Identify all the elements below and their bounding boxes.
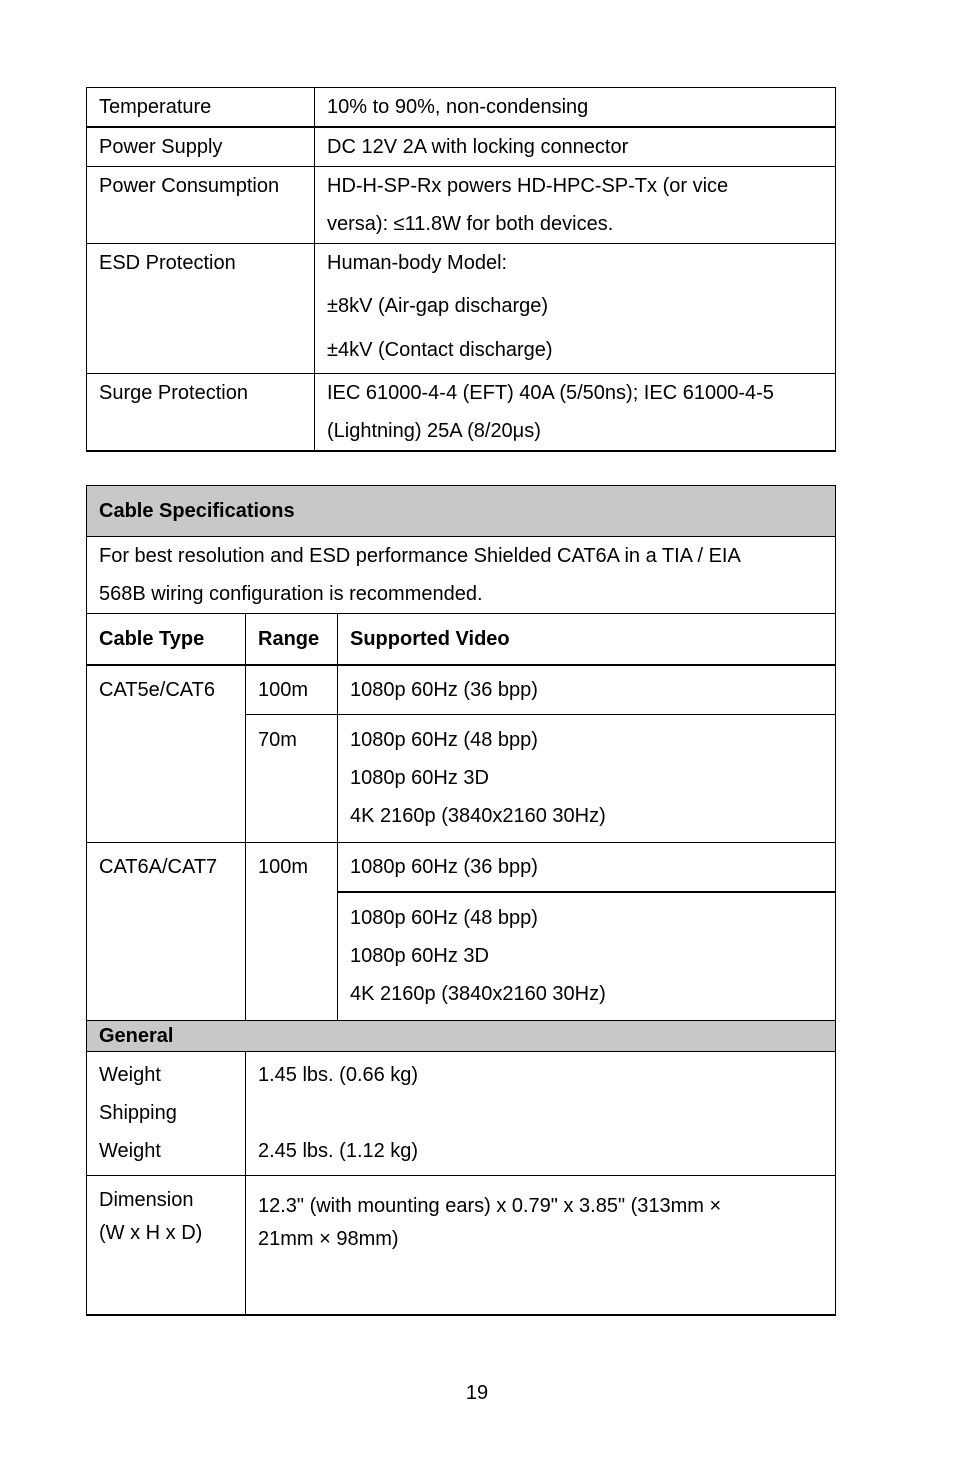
video-line: 1080p 60Hz 3D — [350, 945, 489, 967]
cable-type: CAT6A/CAT7 — [87, 843, 246, 1021]
spec-row-esd-protection — [87, 244, 836, 374]
spec-value — [315, 244, 836, 374]
video-line: 1080p 60Hz 3D — [350, 767, 489, 789]
spec-label: Temperature — [87, 88, 315, 128]
column-header-supported-video: Supported Video — [338, 614, 836, 666]
spec-value-line: ±4kV (Contact discharge) — [327, 339, 553, 361]
column-header-cable-type: Cable Type — [87, 614, 246, 666]
cable-range: 100m — [246, 665, 338, 715]
video-line: 4K 2160p (3840x2160 30Hz) — [350, 805, 606, 827]
page-number: 19 — [465, 1382, 489, 1404]
label-line: Shipping — [99, 1102, 177, 1124]
section-header-cable — [87, 486, 836, 537]
general-row-weight — [87, 1052, 836, 1176]
general-value — [246, 1176, 836, 1316]
cable-specifications-table — [86, 485, 836, 1316]
specifications-table — [86, 87, 836, 452]
label-line: Dimension — [99, 1189, 194, 1211]
cable-note-line: For best resolution and ESD performance Shielded CAT6A in a TIA / EIA — [99, 545, 741, 567]
supported-video: 1080p 60Hz (36 bpp) — [338, 843, 836, 893]
value-line: 1.45 lbs. (0.66 kg) — [258, 1064, 419, 1086]
spec-value-line: Human-body Model: — [327, 252, 508, 274]
cable-note — [87, 537, 836, 614]
section-title: Cable Specifications — [87, 486, 836, 537]
general-label — [87, 1176, 246, 1316]
spec-row-temperature — [87, 88, 836, 128]
spec-value-line: IEC 61000-4-4 (EFT) 40A (5/50ns); IEC 61000-4-5 — [327, 382, 774, 404]
video-line: 1080p 60Hz (48 bpp) — [350, 729, 538, 751]
supported-video: 1080p 60Hz (36 bpp) — [338, 665, 836, 715]
column-header-range: Range — [246, 614, 338, 666]
value-line: 21mm × 98mm) — [258, 1228, 399, 1250]
spec-value — [315, 167, 836, 244]
spec-value: DC 12V 2A with locking connector — [315, 127, 836, 167]
spec-value-line: HD-H-SP-Rx powers HD-HPC-SP-Tx (or vice — [327, 175, 729, 197]
spec-row-power-supply — [87, 127, 836, 167]
spec-value-line: (Lightning) 25A (8/20μs) — [327, 420, 541, 442]
spec-row-power-consumption — [87, 167, 836, 244]
section-header-general — [87, 1021, 836, 1052]
cable-header-row — [87, 614, 836, 666]
general-row-dimension — [87, 1176, 836, 1316]
value-line: 12.3" (with mounting ears) x 0.79" x 3.85" (313mm × — [258, 1195, 722, 1217]
spec-value-line: ±8kV (Air-gap discharge) — [327, 295, 549, 317]
cable-range: 70m — [246, 715, 338, 843]
spec-value: 10% to 90%, non-condensing — [315, 88, 836, 128]
spec-value — [315, 374, 836, 452]
spec-row-surge-protection — [87, 374, 836, 452]
label-line: Weight — [99, 1064, 161, 1086]
spec-label: Power Supply — [87, 127, 315, 167]
cable-note-line: 568B wiring configuration is recommended. — [99, 583, 483, 605]
spec-label: Surge Protection — [87, 374, 315, 452]
supported-video — [338, 715, 836, 843]
cable-note-row — [87, 537, 836, 614]
spec-label: Power Consumption — [87, 167, 315, 244]
cable-range: 100m — [246, 843, 338, 1021]
spacer — [258, 1094, 823, 1132]
table-row — [87, 665, 836, 715]
spec-label: ESD Protection — [87, 244, 315, 374]
label-line: (W x H x D) — [99, 1222, 203, 1244]
section-title: General — [87, 1021, 836, 1052]
general-label — [87, 1052, 246, 1176]
spec-value-line: versa): ≤11.8W for both devices. — [327, 213, 614, 235]
table-row — [87, 843, 836, 893]
cable-type: CAT5e/CAT6 — [87, 665, 246, 843]
video-line: 4K 2160p (3840x2160 30Hz) — [350, 983, 606, 1005]
supported-video — [338, 892, 836, 1021]
value-line: 2.45 lbs. (1.12 kg) — [258, 1140, 419, 1162]
general-value — [246, 1052, 836, 1176]
label-line: Weight — [99, 1140, 161, 1162]
video-line: 1080p 60Hz (48 bpp) — [350, 907, 538, 929]
